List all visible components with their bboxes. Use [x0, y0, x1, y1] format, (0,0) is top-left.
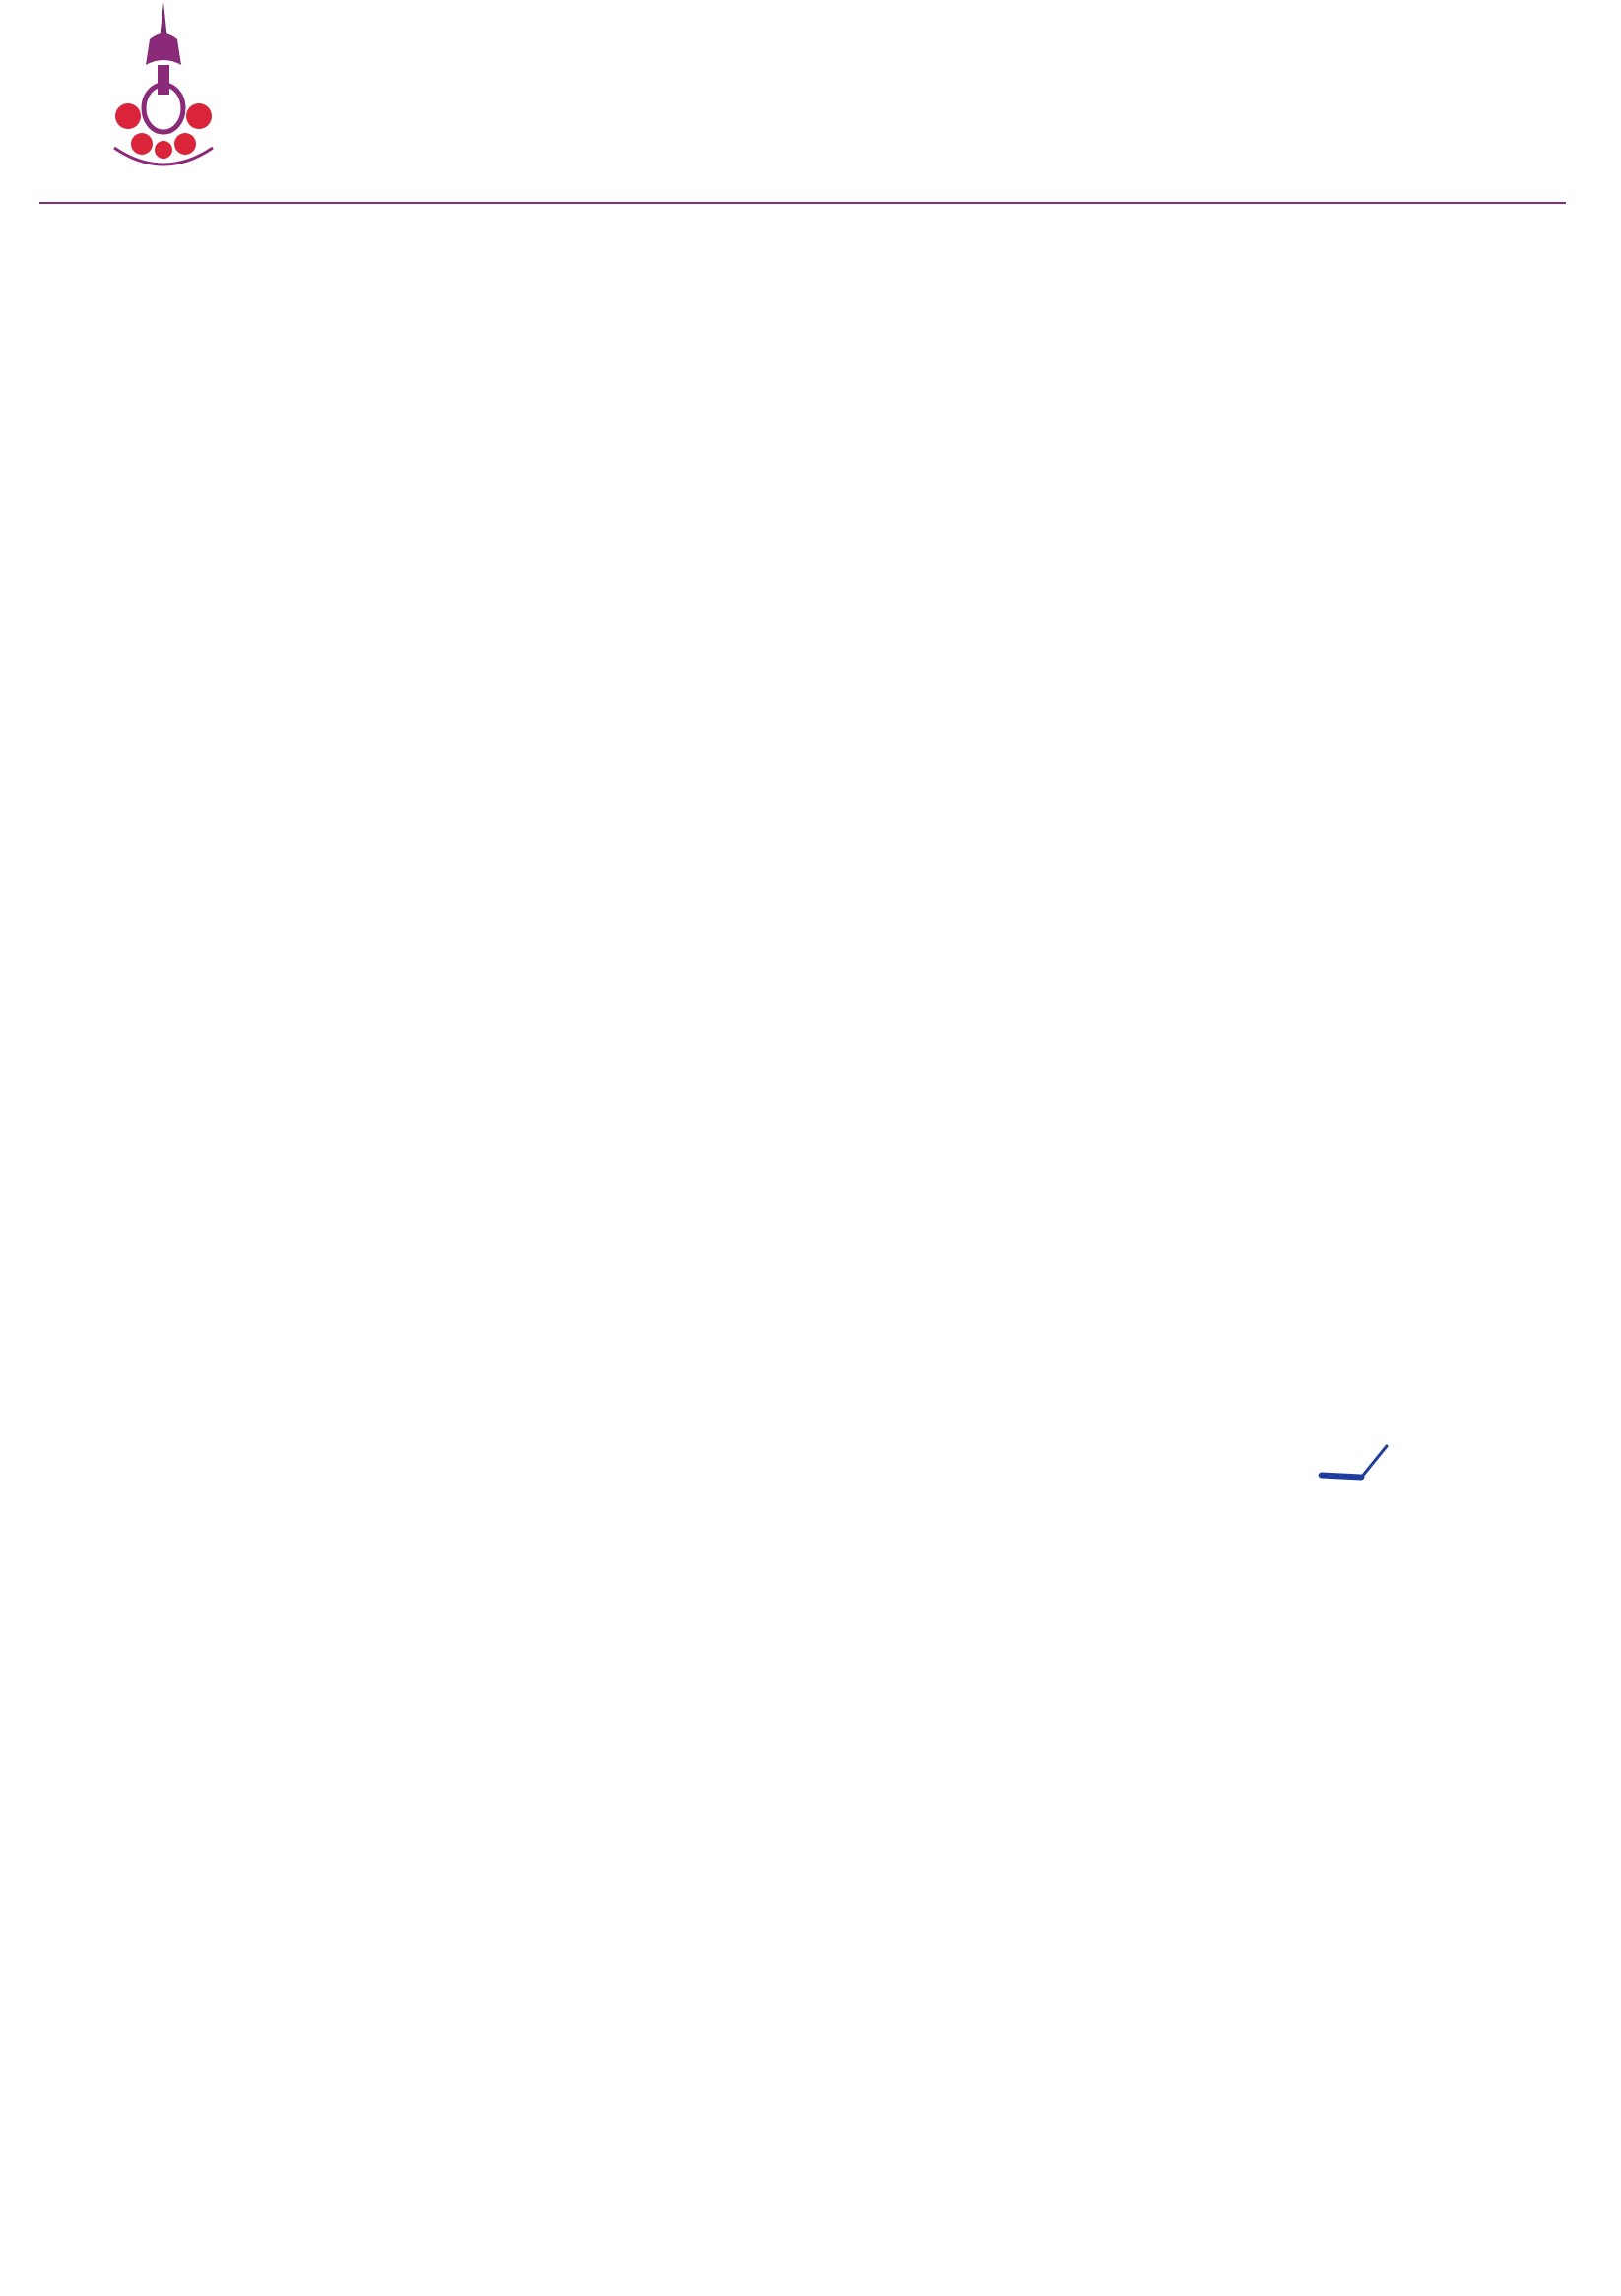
signature-mark: [1318, 1440, 1396, 1487]
body-paragraph-1: [199, 636, 1418, 684]
letterhead-divider: [39, 202, 1566, 204]
royal-emblem-logo: [98, 0, 228, 177]
body-paragraph-2: [199, 778, 1418, 825]
